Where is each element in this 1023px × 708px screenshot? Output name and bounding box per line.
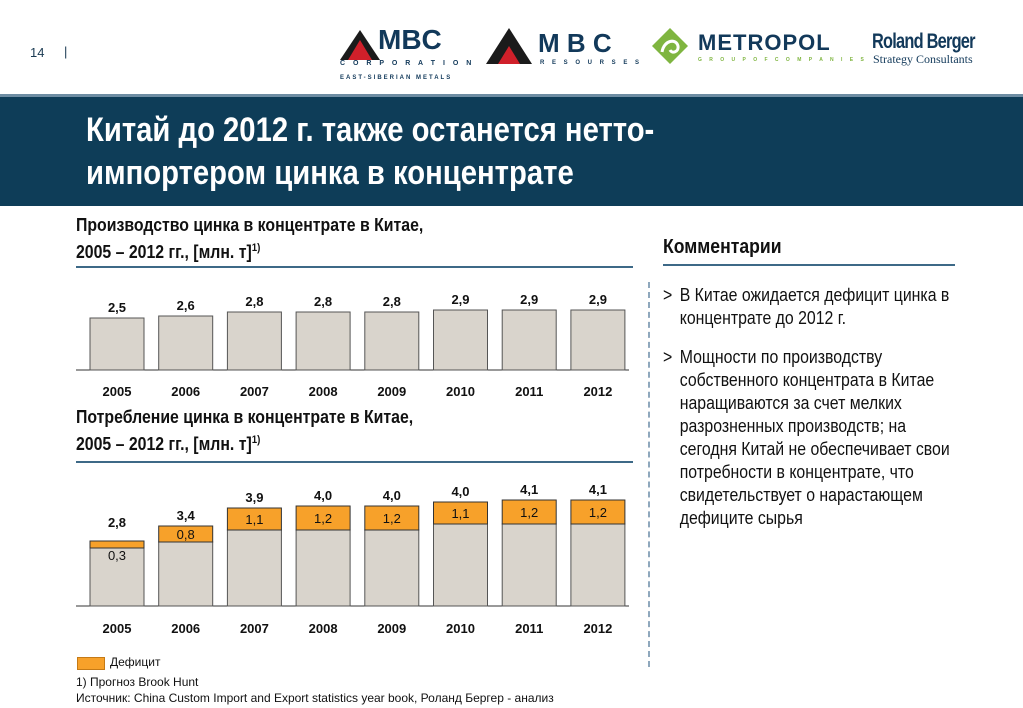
consumption-deficit-label: 0,8 <box>176 527 195 542</box>
consumption-deficit-label: 1,1 <box>451 506 470 521</box>
consumption-chart <box>76 480 633 640</box>
consumption-total-label: 4,0 <box>451 484 470 499</box>
consumption-base-bar <box>502 524 556 606</box>
metropol-sub: G R O U P O F C O M P A N I E S <box>698 57 867 63</box>
production-title-sup: 1) <box>251 242 261 254</box>
page-title <box>86 109 705 195</box>
bullet-text: В Китае ожидается дефицит цинка в концентрате до 2012 г. <box>679 285 950 328</box>
consumption-total-label: 4,0 <box>382 488 401 503</box>
mbc-mountain-icon <box>340 28 380 62</box>
consumption-title-line1: Потребление цинка в концентрате в Китае, <box>76 407 414 427</box>
production-bar <box>571 310 625 370</box>
consumption-deficit-label: 1,1 <box>245 512 264 527</box>
mbc-res-name: M B C <box>538 28 612 58</box>
consumption-deficit-label: 0,3 <box>107 548 127 563</box>
consumption-deficit-label: 1,2 <box>382 511 401 526</box>
production-year-label: 2006 <box>171 384 201 399</box>
footnote-source: Источник: China Custom Import and Export statistics year book, Роланд Бергер - анализ <box>76 691 554 705</box>
mbc-res-mountain-icon <box>486 26 532 66</box>
consumption-total-label: 3,4 <box>176 508 195 523</box>
production-value-label: 2,9 <box>520 292 539 307</box>
production-year-label: 2007 <box>239 384 269 399</box>
consumption-deficit-label: 1,2 <box>314 511 333 526</box>
page-title-line2: импортером цинка в концентрате <box>86 154 574 192</box>
column-divider <box>648 282 650 667</box>
legend-deficit-swatch <box>77 657 105 670</box>
footnote-forecast: 1) Прогноз Brook Hunt <box>76 675 199 689</box>
production-year-label: 2012 <box>583 384 613 399</box>
consumption-title-sup: 1) <box>251 434 261 446</box>
consumption-year-label: 2007 <box>239 621 269 636</box>
production-chart-svg <box>76 280 633 404</box>
consumption-deficit-label: 1,2 <box>588 505 607 520</box>
consumption-base-bar <box>296 530 350 606</box>
mbc-corp-sub: C O R P O R A T I O N <box>340 60 475 67</box>
production-year-label: 2010 <box>446 384 475 399</box>
production-value-label: 2,6 <box>176 298 195 313</box>
production-year-label: 2009 <box>377 384 407 399</box>
consumption-chart-title <box>76 406 413 456</box>
production-value-label: 2,9 <box>588 292 607 307</box>
legend-deficit-label: Дефицит <box>110 655 161 669</box>
mbc-corp-name: MBC <box>378 24 442 55</box>
production-bar <box>227 312 281 370</box>
consumption-year-label: 2011 <box>515 621 544 636</box>
production-bar <box>434 310 488 370</box>
consumption-year-label: 2008 <box>308 621 338 636</box>
consumption-base-bar <box>365 530 419 606</box>
bullet-marker: > <box>663 347 673 367</box>
mbc-res-sub: R E S O U R S E S <box>540 60 643 66</box>
production-value-label: 2,5 <box>107 300 127 315</box>
comments-rule <box>663 264 955 266</box>
consumption-total-label: 4,0 <box>314 488 333 503</box>
consumption-base-bar <box>227 530 281 606</box>
consumption-title-rule <box>76 461 633 463</box>
production-title-rule <box>76 266 633 268</box>
production-value-label: 2,8 <box>245 294 264 309</box>
production-bar <box>502 310 556 370</box>
consumption-year-label: 2012 <box>583 621 613 636</box>
production-bar <box>365 312 419 370</box>
production-year-label: 2011 <box>515 384 544 399</box>
production-value-label: 2,8 <box>314 294 333 309</box>
page-title-line1: Китай до 2012 г. также останется нетто- <box>86 111 655 149</box>
page-separator: | <box>64 44 68 59</box>
consumption-base-bar <box>571 524 625 606</box>
consumption-deficit-label: 1,2 <box>520 505 539 520</box>
consumption-base-bar <box>434 524 488 606</box>
roland-berger-name: Roland Berger <box>872 30 975 53</box>
consumption-year-label: 2010 <box>446 621 475 636</box>
consumption-year-label: 2009 <box>377 621 407 636</box>
production-title-line1: Производство цинка в концентрате в Китае, <box>76 215 424 235</box>
production-bar <box>296 312 350 370</box>
consumption-total-label: 2,8 <box>107 515 127 530</box>
title-banner <box>0 94 1023 206</box>
production-year-label: 2005 <box>102 384 132 399</box>
bullet-text: Мощности по производству собственного концентрата в Китае наращиваются за счет мелких разрозненных производств; на сегодня Китай не обеспечивает свои потребности в концентрате, что свидетельствует о нарастающем дефиците сырья <box>679 347 950 528</box>
production-chart <box>76 280 633 404</box>
page-number: 14 <box>30 45 45 60</box>
consumption-chart-svg <box>76 480 633 640</box>
roland-berger-sub: Strategy Consultants <box>873 52 973 66</box>
production-year-label: 2008 <box>308 384 338 399</box>
mbc-corp-sub2: EAST-SIBERIAN METALS <box>340 75 453 81</box>
metropol-emblem-icon <box>650 26 690 66</box>
top-bar <box>0 0 1023 94</box>
production-bar <box>90 318 144 370</box>
consumption-base-bar <box>159 542 213 606</box>
consumption-total-label: 4,1 <box>588 482 607 497</box>
consumption-deficit-bar <box>90 541 144 548</box>
production-chart-title <box>76 214 423 264</box>
consumption-total-label: 4,1 <box>520 482 539 497</box>
production-bar <box>159 316 213 370</box>
comments-title: Комментарии <box>663 236 782 258</box>
production-value-label: 2,9 <box>451 292 470 307</box>
consumption-year-label: 2006 <box>171 621 201 636</box>
consumption-total-label: 3,9 <box>245 490 264 505</box>
production-value-label: 2,8 <box>382 294 401 309</box>
consumption-year-label: 2005 <box>102 621 132 636</box>
production-title-line2: 2005 – 2012 гг., [млн. т] <box>76 242 252 262</box>
consumption-title-line2: 2005 – 2012 гг., [млн. т] <box>76 434 252 454</box>
bullet-marker: > <box>663 285 673 305</box>
metropol-name: METROPOL <box>698 30 831 55</box>
